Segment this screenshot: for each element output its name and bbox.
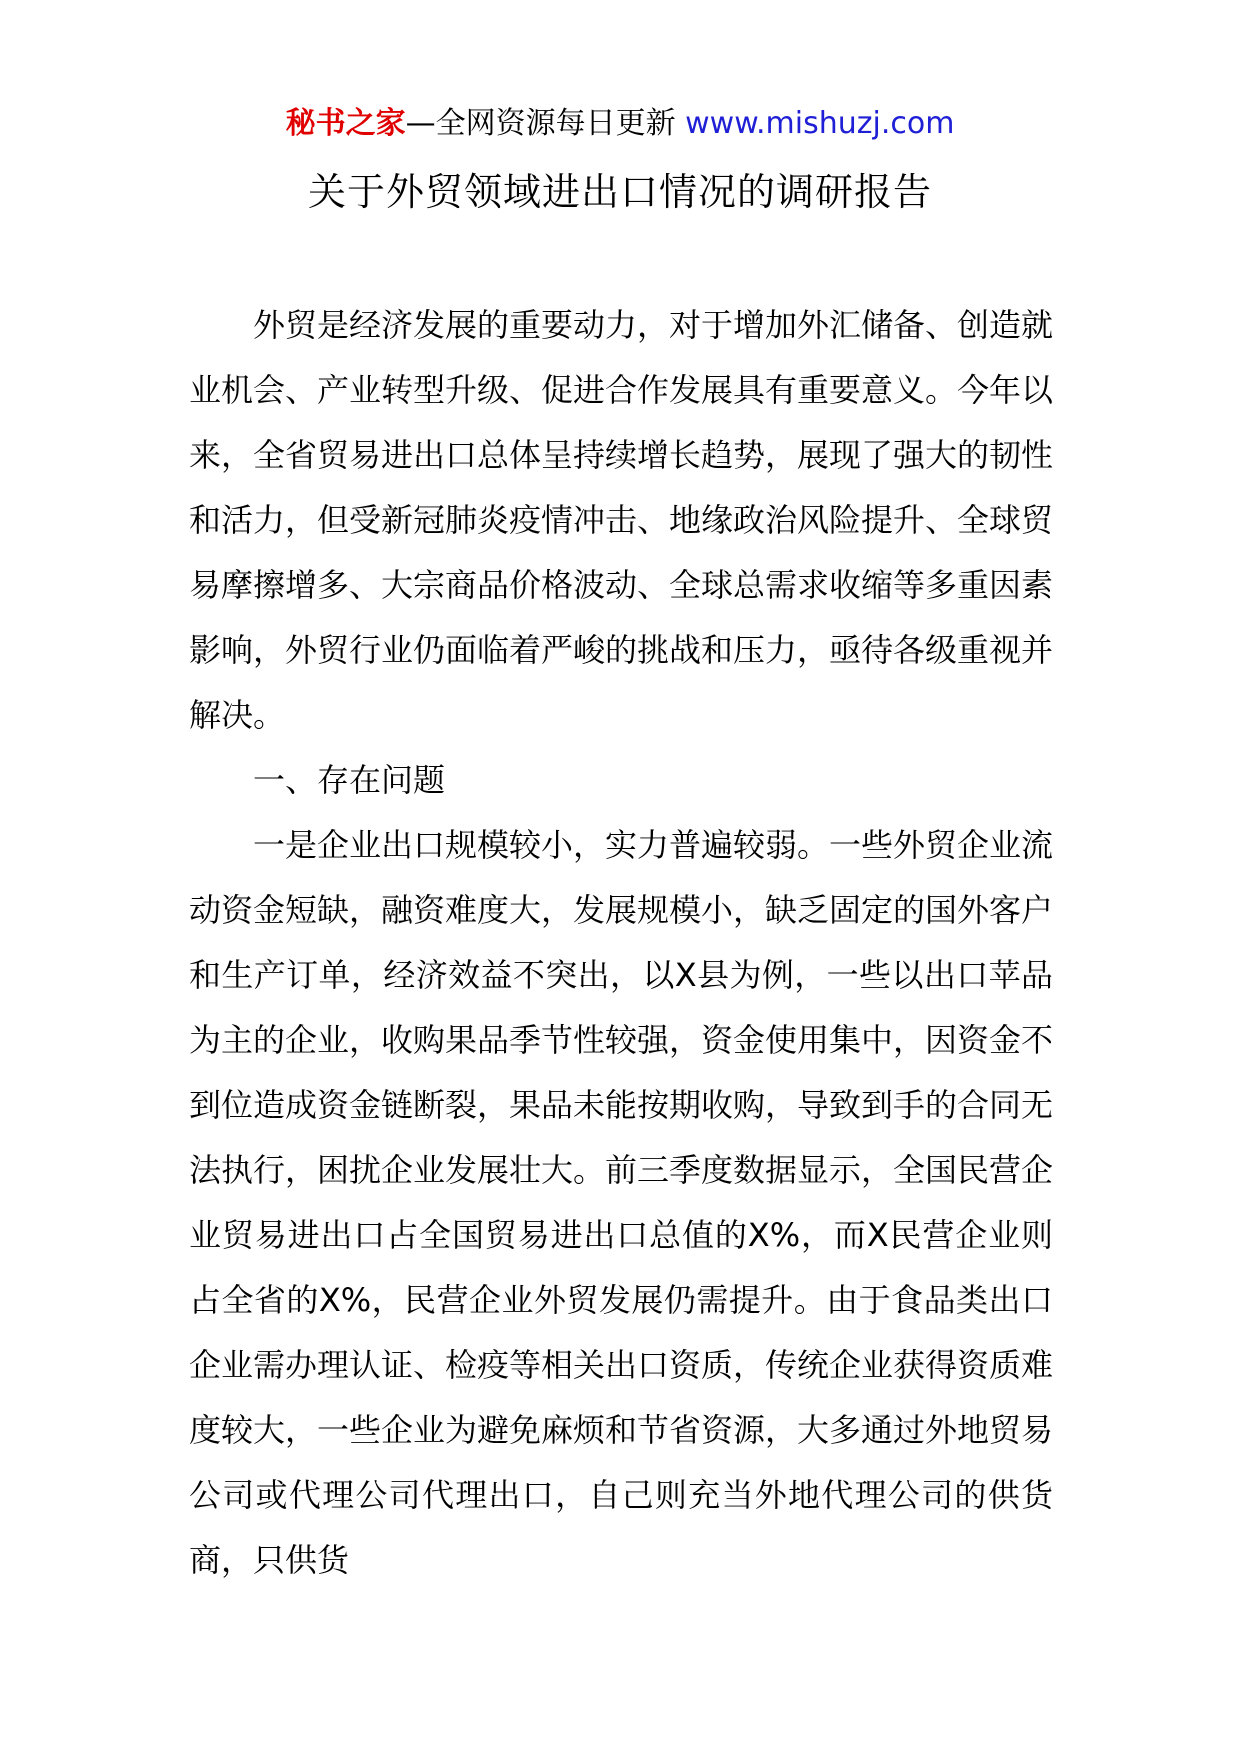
site-url-link[interactable]: www.mishuzj.com xyxy=(685,106,955,141)
section-heading: 一、存在问题 xyxy=(253,761,446,799)
intro-paragraph: 外贸是经济发展的重要动力，对于增加外汇储备、创造就业机会、产业转型升级、促进合作发展具有重要意义。今年以来，全省贸易进出口总体呈持续增长趋势，展现了强大的韧性和活力，但受新冠肺炎疫情冲击、地缘政治风险提升、全球贸易摩擦增多、大宗商品价格波动、全球总需求收缩等多重因素影响，外贸行业仍面临着严峻的挑战和压力，亟待各级重视并解决。 xyxy=(189,306,1054,734)
brand-name: 秘书之家 xyxy=(285,106,406,141)
document-title: 关于外贸领域进出口情况的调研报告 xyxy=(307,170,932,214)
header-tagline: —全网资源每日更新 xyxy=(405,106,676,141)
site-header xyxy=(0,102,1240,146)
document-body xyxy=(189,293,1053,1593)
body-paragraph: 一是企业出口规模较小，实力普遍较弱。一些外贸企业流动资金短缺，融资难度大，发展规模小，缺乏固定的国外客户和生产订单，经济效益不突出，以X县为例，一些以出口苹品为主的企业，收购果品季节性较强，资金使用集中，因资金不到位造成资金链断裂，果品未能按期收购，导致到手的合同无法执行，困扰企业发展壮大。前三季度数据显示，全国民营企业贸易进出口占全国贸易进出口总值的X%，而X民营企业则占全省的X%，民营企业外贸发展仍需提升。由于食品类出口企业需办理认证、检疫等相关出口资质，传统企业获得资质难度较大，一些企业为避免麻烦和节省资源，大多通过外地贸易公司或代理公司代理出口，自己则充当外地代理公司的供货商，只供货 xyxy=(189,826,1054,1579)
